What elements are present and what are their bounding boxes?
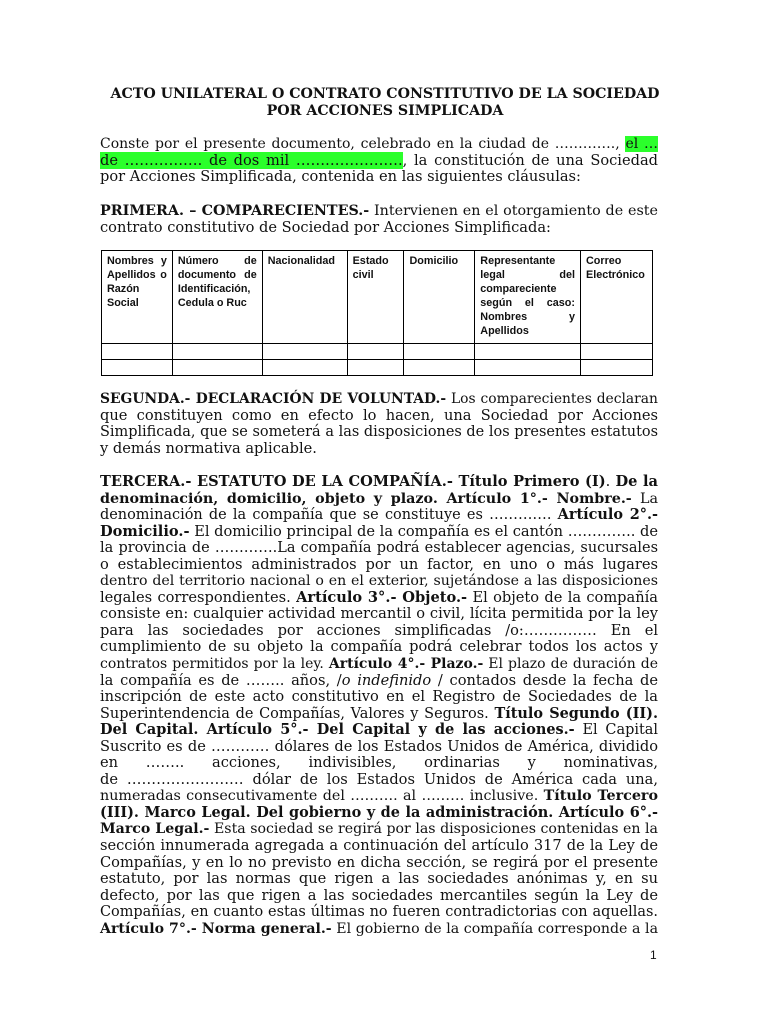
page-number: 1 — [650, 948, 657, 962]
table-row — [102, 360, 653, 376]
title-line-2: POR ACCIONES SIMPLICADA — [266, 103, 504, 119]
highlight-year: de ……………. de dos mil …………………. — [100, 151, 403, 169]
table-header-cell: Domicilio — [404, 251, 475, 344]
title-line-1: ACTO UNILATERAL O CONTRATO CONSTITUTIVO DE LA SOCIEDAD — [110, 86, 660, 102]
table-header-cell: Correo Electrónico — [581, 251, 653, 344]
intro-paragraph: Conste por el presente documento, celebrado en la ciudad de …………., el … de ……………. de dos mil …………………., la constitución de una Sociedad por Acciones Simplificada, contenida en las siguientes cláusulas: — [100, 136, 658, 186]
table-row — [102, 344, 653, 360]
table-header-cell: Nacionalidad — [262, 251, 347, 344]
clause-primera: PRIMERA. – COMPARECIENTES.- Intervienen en el otorgamiento de este contrato constitutivo de Sociedad por Acciones Simplificada: — [100, 203, 658, 236]
table-header-row — [102, 251, 653, 344]
clause-heading: SEGUNDA.- DECLARACIÓN DE VOLUNTAD.- — [100, 391, 447, 407]
table-header-cell: Número de documento de Identificación, Cedula o Ruc — [172, 251, 262, 344]
highlight-date: el … — [625, 136, 658, 152]
clause-tercera: TERCERA.- ESTATUTO DE LA COMPAÑÍA.- Título Primero (I). De la denominación, domicilio, objeto y plazo. Artículo 1°.- Nombre.- La denominación de la compañía que se constituye es …………. Artículo 2°.- Domicilio.- El domicilio principal de la compañía es el cantón ………….. de la provincia de ………….La compañía podrá establecer agencias, sucursales o establecimientos administrados por un factor, en uno o más lugares dentro del territorio nacional o en el exterior, sujetándose a las disposiciones legales correspondientes. Artículo 3°.- Objeto.- El objeto de la compañía consiste en: cualquier actividad mercantil o civil, lícita permitida por la ley para las sociedades por acciones simplificadas /o:…………… En el cumplimiento de su objeto la compañía podrá celebrar todos los actos y contratos permitidos por la ley. Artículo 4°.- Plazo.- El plazo de duración de la compañía es de …….. años, /o indefinido / contados desde la fecha de inscripción de este acto constitutivo en el Registro de Sociedades de la Superintendencia de Compañías, Valores y Seguros. Título Segundo (II). Del Capital. Artículo 5°.- Del Capital y de las acciones.- El Capital Suscrito es de ………… dólares de los Estados Unidos de América, dividido en …….. acciones, indivisibles, ordinarias y nominativas, de …………………… dólar de los Estados Unidos de América cada una, numeradas consecutivamente del ………. al ……… inclusive. Título Tercero (III). Marco Legal. Del gobierno y de la administración. Artículo 6°.- Marco Legal.- Esta sociedad se regirá por las disposiciones contenidas en la sección innumerada agregada a continuación del artículo 317 de la Ley de Compañías, y en lo no previsto en dicha sección, se regirá por el presente estatuto, por las normas que rigen a las sociedades anónimas y, en su defecto, por las que rigen a las sociedades mercantiles según la Ley de Compañías, en cuanto estas últimas no fueren contradictorias con aquellas. Artículo 7°.- Norma general.- El gobierno de la compañía corresponde a la — [100, 473, 658, 937]
clause-heading: PRIMERA. – COMPARECIENTES.- — [100, 203, 370, 219]
comparecientes-table — [101, 250, 653, 376]
table-header-cell: Representante legal del compareciente según el caso: Nombres y Apellidos — [475, 251, 581, 344]
table-header-cell: Estado civil — [347, 251, 404, 344]
clause-segunda: SEGUNDA.- DECLARACIÓN DE VOLUNTAD.- Los comparecientes declaran que constituyen como en efecto lo hacen, una Sociedad por Acciones Simplificada, que se someterá a las disposiciones de los presentes estatutos y demás normativa aplicable. — [100, 391, 658, 457]
table-header-cell: Nombres y Apellidos o Razón Social — [102, 251, 173, 344]
document-title — [100, 86, 670, 120]
